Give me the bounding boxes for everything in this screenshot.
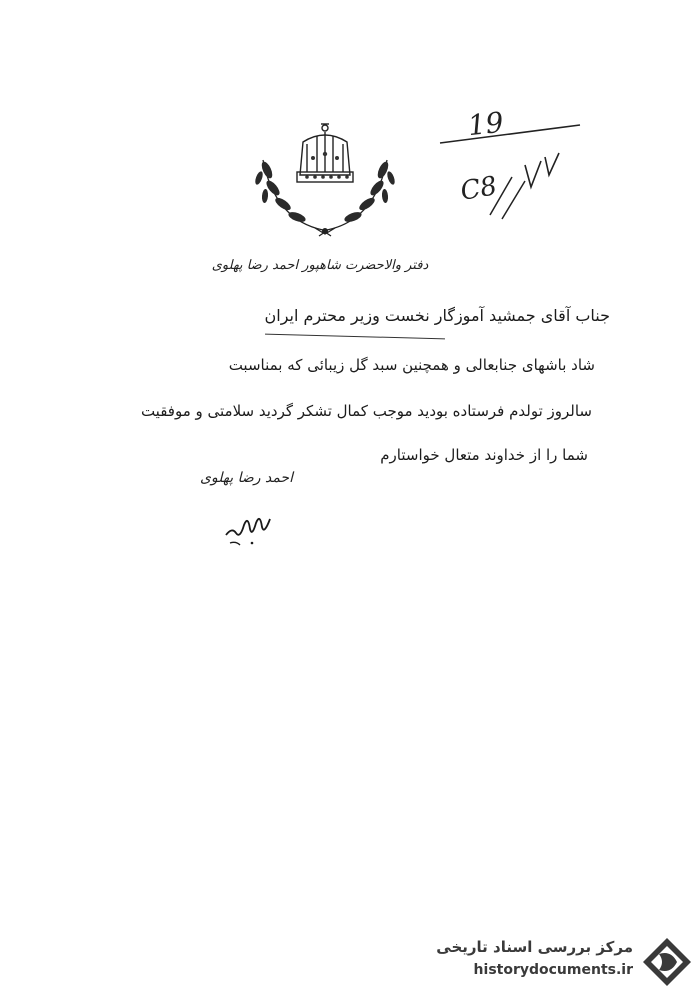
letter-body-line-1: شاد باشهای جنابعالی و همچنین سبد گل زیبائی که بمناسبت — [228, 356, 595, 374]
closing-name: احمد رضا پهلوی — [200, 470, 293, 486]
office-title: دفتر والاحضرت شاهپور احمد رضا پهلوی — [211, 258, 429, 273]
footer-url: historydocuments.ir — [473, 962, 633, 978]
corner-number: 19 — [466, 105, 506, 143]
letter-body-line-3: شما را از خداوند متعال خواستارم — [380, 446, 588, 464]
letter-addressee: جناب آقای جمشید آموزگار نخست وزیر محترم ایران — [264, 306, 610, 325]
footer-org-name: مرکز بررسی اسناد تاریخی — [436, 938, 633, 956]
archive-logo-icon — [641, 936, 693, 988]
letter-body-line-2: سالروز تولدم فرستاده بودید موجب کمال تشکر گردید سلامتی و موفقیت — [140, 402, 592, 420]
handwritten-corner-note — [430, 95, 590, 225]
archive-footer — [405, 930, 695, 990]
crown-laurel-emblem-icon — [245, 120, 405, 245]
addressee-underline — [265, 334, 445, 340]
svg-text:C8: C8 — [458, 171, 500, 207]
handwritten-signature-icon — [222, 505, 282, 550]
